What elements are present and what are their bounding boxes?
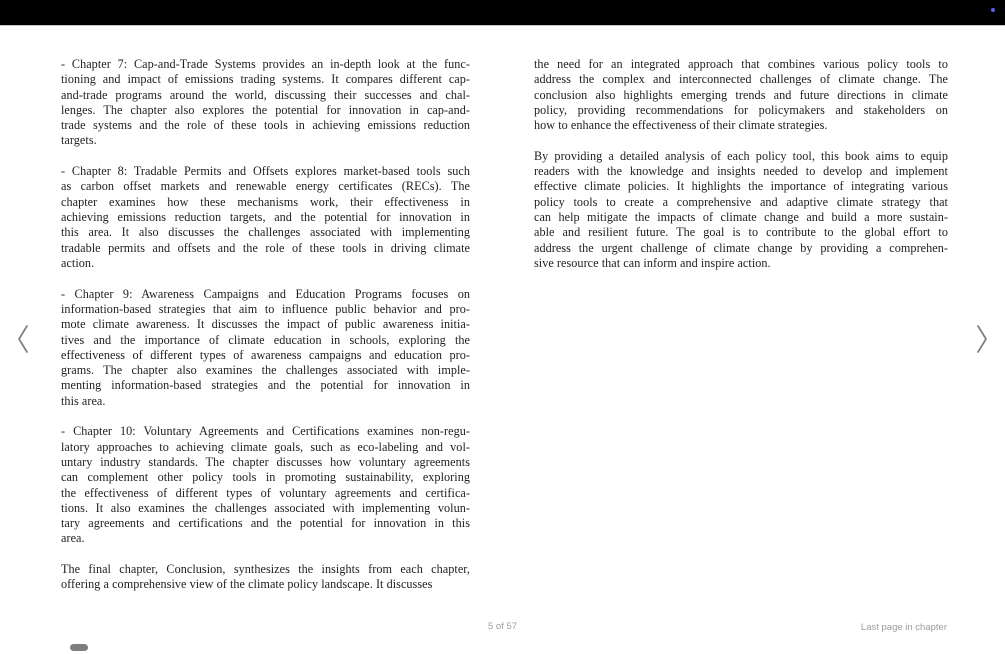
text-line: and-trade programs around the world, discussing their successes and chal- [61, 87, 470, 102]
text-line: address the complex and interconnected challenges of climate change. The [534, 72, 948, 87]
text-line: The final chapter, Conclusion, synthesizes the insights from each chapter, [61, 562, 470, 577]
text-line: this area. It also discusses the challenges associated with implementing [61, 225, 470, 240]
paragraph [534, 149, 948, 271]
page-indicator: 5 of 57 [487, 621, 518, 632]
chevron-right-icon [975, 324, 989, 354]
toolbar-handle-pill[interactable] [70, 644, 88, 651]
text-line: conclusion also highlights emerging trends and future directions in climate [534, 87, 948, 102]
text-line: this area. [61, 393, 106, 408]
text-line: menting information-based strategies and the potential for innovation in [61, 378, 470, 393]
text-line: information-based strategies that aim to influence public behavior and pro- [61, 301, 470, 316]
text-line: lenges. The chapter also explores the potential for innovation in cap-and- [61, 102, 470, 117]
text-line: tives and the importance of climate education in schools, exploring the [61, 332, 470, 347]
text-line: the need for an integrated approach that combines various policy tools to [534, 57, 948, 71]
paragraph [534, 57, 948, 133]
text-line: address the urgent challenge of climate change by providing a comprehen- [534, 240, 948, 255]
text-line: tary agreements and certifications and the potential for innovation in this [61, 516, 470, 531]
text-line: can help mitigate the impacts of climate change and build a more sustain- [534, 210, 948, 225]
text-line: area. [61, 531, 85, 546]
paragraph [61, 562, 470, 593]
text-line: untary industry standards. The chapter discusses how voluntary agreements [61, 455, 470, 469]
text-line: - Chapter 9: Awareness Campaigns and Education Programs focuses on [61, 286, 470, 301]
text-column-left [61, 57, 470, 608]
text-line: chapter examines how these mechanisms work, their effectiveness in [61, 194, 470, 209]
text-line: trade systems and the role of these tools in achieving emissions reduction [61, 118, 470, 133]
text-column-right [534, 57, 948, 287]
text-line: latory approaches to achieving climate goals, such as eco-labeling and vol- [61, 439, 470, 454]
text-line: offering a comprehensive view of the climate policy landscape. It discusses [61, 577, 433, 592]
text-line: achieving emissions reduction targets, and the potential for innovation in [61, 210, 470, 225]
text-line: as carbon offset markets and renewable energy certificates (RECs). The [61, 179, 470, 194]
top-bar [0, 0, 1005, 26]
text-line: policy, providing recommendations for policymakers and stakeholders on [534, 102, 948, 117]
text-line: targets. [61, 133, 97, 148]
text-line: By providing a detailed analysis of each policy tool, this book aims to equip [534, 148, 948, 163]
text-line: grams. The chapter also examines the challenges associated with imple- [61, 363, 470, 378]
text-line: effective climate policies. It highlights the importance of integrating various [534, 179, 948, 194]
previous-page-button[interactable] [7, 320, 39, 358]
text-line: how to enhance the effectiveness of their climate strategies. [534, 118, 828, 133]
text-line: - Chapter 10: Voluntary Agreements and Certifications examines non-regu- [61, 424, 470, 439]
paragraph [61, 424, 470, 546]
paragraph [61, 164, 470, 271]
text-line: can complement other policy tools in promoting sustainability, exploring [61, 470, 470, 485]
paragraph [61, 287, 470, 409]
text-line: policy tools to create a comprehensive and adaptive climate strategy that [534, 194, 948, 209]
text-line: tions. It also examines the challenges associated with implementing volun- [61, 500, 470, 515]
text-line: mote climate awareness. It discusses the impact of public awareness initia- [61, 317, 470, 332]
text-line: tradable permits and offsets and the role of these tools in driving climate [61, 240, 470, 255]
chevron-left-icon [16, 324, 30, 354]
text-line: - Chapter 8: Tradable Permits and Offsets explores market-based tools such [61, 164, 470, 179]
text-line: readers with the knowledge and insights needed to develop and implement [534, 164, 948, 179]
text-line: the effectiveness of different types of voluntary agreements and certifica- [61, 485, 470, 500]
chapter-status: Last page in chapter [860, 622, 947, 633]
paragraph [61, 57, 470, 149]
text-line: effectiveness of different types of awareness campaigns and education pro- [61, 347, 470, 362]
notification-dot [991, 8, 995, 12]
next-page-button[interactable] [966, 320, 998, 358]
text-line: sive resource that can inform and inspire action. [534, 255, 771, 270]
text-line: tioning and impact of emissions trading systems. It compares different cap- [61, 72, 470, 87]
text-line: - Chapter 7: Cap-and-Trade Systems provides an in-depth look at the func- [61, 57, 470, 71]
text-line: action. [61, 255, 95, 270]
text-line: able and resilient future. The goal is to contribute to the global effort to [534, 225, 948, 240]
